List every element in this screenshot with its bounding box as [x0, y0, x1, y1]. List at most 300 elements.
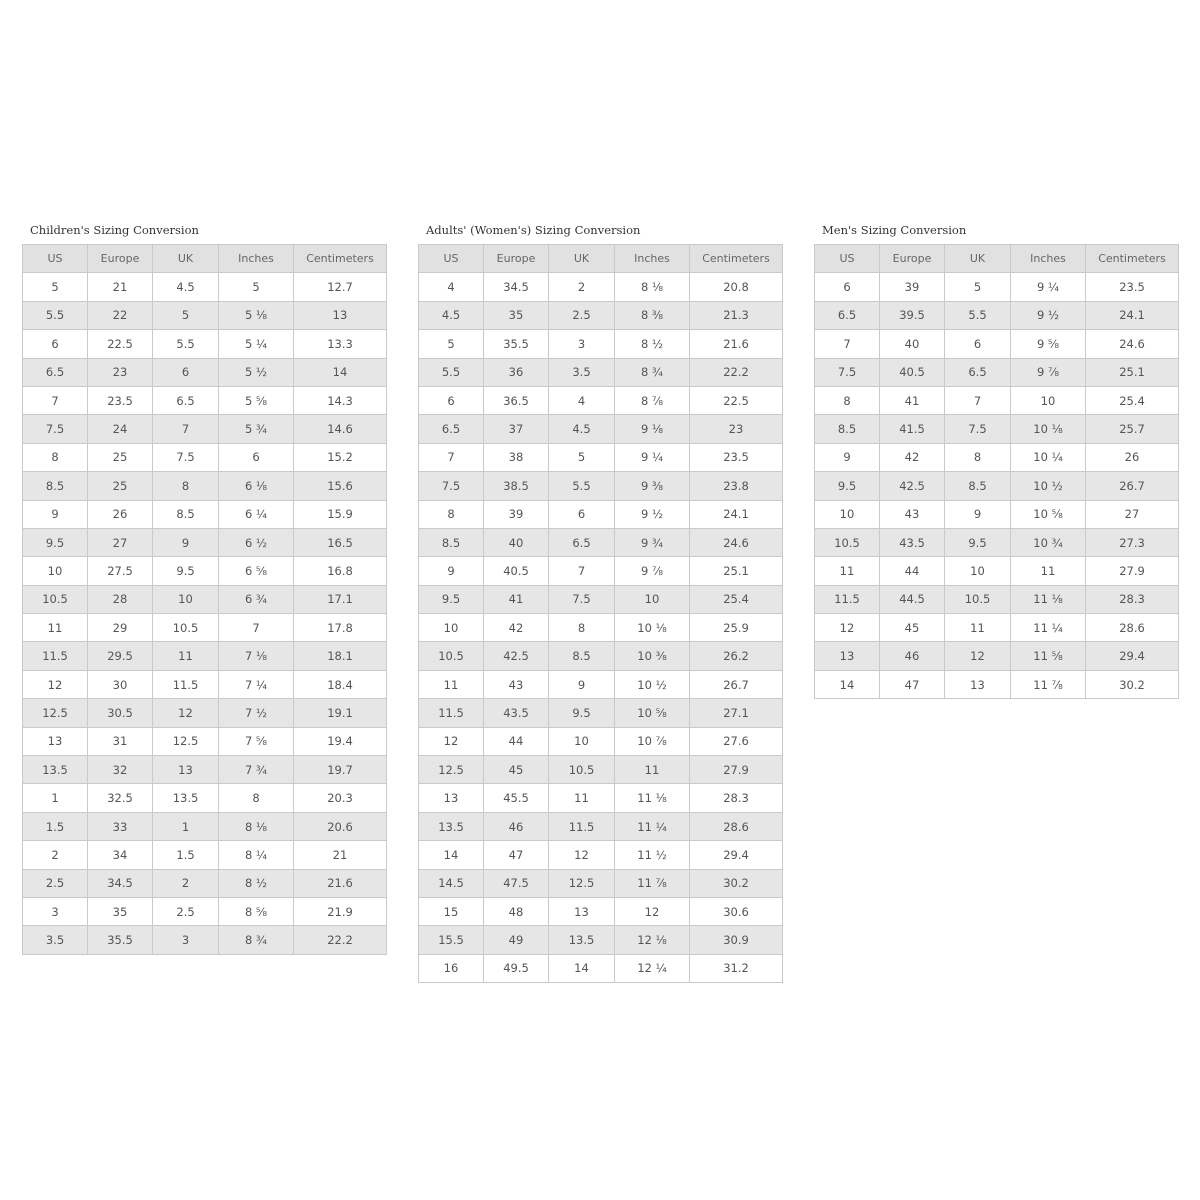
- europe-size-cell: 49: [484, 926, 549, 954]
- us-size-cell: 13.5: [23, 756, 88, 784]
- centimeters-cell: 27: [1086, 500, 1179, 528]
- europe-size-cell: 35: [88, 897, 153, 925]
- europe-size-cell: 41: [484, 585, 549, 613]
- header-row: [23, 245, 387, 273]
- us-size-cell: 16: [419, 954, 484, 982]
- uk-size-cell: 13.5: [549, 926, 615, 954]
- inches-cell: 9 ⅛: [615, 415, 690, 443]
- europe-size-cell: 48: [484, 897, 549, 925]
- europe-size-cell: 36: [484, 358, 549, 386]
- inches-cell: 7 ⅛: [219, 642, 294, 670]
- inches-cell: 9 ⅞: [1011, 358, 1086, 386]
- table-row: [815, 557, 1179, 585]
- uk-size-cell: 7: [945, 386, 1011, 414]
- europe-size-cell: 22: [88, 301, 153, 329]
- uk-size-cell: 10: [549, 727, 615, 755]
- uk-size-cell: 6.5: [549, 528, 615, 556]
- table-row: [815, 386, 1179, 414]
- us-size-cell: 2.5: [23, 869, 88, 897]
- table-row: [23, 443, 387, 471]
- uk-size-cell: 5: [945, 273, 1011, 301]
- us-size-cell: 13.5: [419, 812, 484, 840]
- inches-cell: 7 ⅝: [219, 727, 294, 755]
- europe-size-cell: 27: [88, 528, 153, 556]
- us-size-cell: 7: [23, 386, 88, 414]
- table-row: [419, 386, 783, 414]
- us-size-cell: 6: [419, 386, 484, 414]
- table-row: [23, 727, 387, 755]
- table-row: [23, 386, 387, 414]
- centimeters-cell: 25.1: [1086, 358, 1179, 386]
- sizing-grid: [814, 244, 1179, 699]
- centimeters-cell: 25.4: [1086, 386, 1179, 414]
- uk-size-cell: 14: [549, 954, 615, 982]
- centimeters-cell: 19.7: [294, 756, 387, 784]
- uk-size-cell: 13: [945, 670, 1011, 698]
- uk-size-cell: 10.5: [549, 756, 615, 784]
- centimeters-cell: 22.5: [690, 386, 783, 414]
- table-row: [419, 784, 783, 812]
- europe-size-cell: 43.5: [880, 528, 945, 556]
- table-row: [419, 528, 783, 556]
- europe-size-cell: 27.5: [88, 557, 153, 585]
- europe-size-cell: 43: [880, 500, 945, 528]
- europe-size-cell: 25: [88, 443, 153, 471]
- table-row: [419, 812, 783, 840]
- europe-size-cell: 31: [88, 727, 153, 755]
- us-size-cell: 4.5: [419, 301, 484, 329]
- centimeters-cell: 22.2: [690, 358, 783, 386]
- us-size-cell: 9.5: [23, 528, 88, 556]
- europe-size-cell: 39: [880, 273, 945, 301]
- table-row: [815, 528, 1179, 556]
- uk-size-cell: 11: [549, 784, 615, 812]
- europe-size-cell: 39: [484, 500, 549, 528]
- europe-size-cell: 47: [880, 670, 945, 698]
- table-row: [23, 699, 387, 727]
- table-row: [419, 585, 783, 613]
- europe-size-cell: 42.5: [484, 642, 549, 670]
- inches-cell: 10 ½: [615, 670, 690, 698]
- centimeters-cell: 21.9: [294, 897, 387, 925]
- europe-size-cell: 23.5: [88, 386, 153, 414]
- table-row: [815, 585, 1179, 613]
- uk-size-cell: 9.5: [945, 528, 1011, 556]
- table-row: [815, 500, 1179, 528]
- uk-size-cell: 9.5: [549, 699, 615, 727]
- us-size-cell: 3.5: [23, 926, 88, 954]
- centimeters-cell: 27.1: [690, 699, 783, 727]
- uk-size-cell: 2.5: [153, 897, 219, 925]
- table-row: [23, 301, 387, 329]
- inches-cell: 10 ⅝: [615, 699, 690, 727]
- centimeters-cell: 28.3: [690, 784, 783, 812]
- inches-cell: 10 ⅛: [1011, 415, 1086, 443]
- europe-size-cell: 45.5: [484, 784, 549, 812]
- uk-size-cell: 12.5: [153, 727, 219, 755]
- table-row: [23, 358, 387, 386]
- table-row: [23, 528, 387, 556]
- centimeters-cell: 13.3: [294, 330, 387, 358]
- uk-size-cell: 6.5: [945, 358, 1011, 386]
- centimeters-cell: 16.8: [294, 557, 387, 585]
- inches-cell: 11 ½: [615, 841, 690, 869]
- inches-cell: 9 ⅞: [615, 557, 690, 585]
- uk-size-cell: 5: [153, 301, 219, 329]
- europe-size-cell: 37: [484, 415, 549, 443]
- inches-cell: 10 ⅛: [615, 614, 690, 642]
- europe-size-cell: 24: [88, 415, 153, 443]
- europe-size-cell: 45: [880, 614, 945, 642]
- europe-size-cell: 42.5: [880, 472, 945, 500]
- uk-size-cell: 7.5: [153, 443, 219, 471]
- centimeters-cell: 16.5: [294, 528, 387, 556]
- inches-cell: 7 ¾: [219, 756, 294, 784]
- us-size-cell: 6: [815, 273, 880, 301]
- uk-size-cell: 8: [945, 443, 1011, 471]
- inches-cell: 11 ⅛: [615, 784, 690, 812]
- table-row: [419, 642, 783, 670]
- europe-size-cell: 32.5: [88, 784, 153, 812]
- centimeters-cell: 18.1: [294, 642, 387, 670]
- centimeters-cell: 25.7: [1086, 415, 1179, 443]
- europe-size-cell: 38.5: [484, 472, 549, 500]
- inches-cell: 5 ¾: [219, 415, 294, 443]
- us-size-cell: 8: [419, 500, 484, 528]
- table-row: [419, 897, 783, 925]
- europe-size-cell: 47.5: [484, 869, 549, 897]
- us-size-cell: 9: [419, 557, 484, 585]
- inches-cell: 10: [1011, 386, 1086, 414]
- column-header-inches: Inches: [219, 245, 294, 273]
- table-title: Men's Sizing Conversion: [822, 223, 967, 237]
- inches-cell: 9 ⅝: [1011, 330, 1086, 358]
- centimeters-cell: 27.6: [690, 727, 783, 755]
- table-row: [419, 614, 783, 642]
- centimeters-cell: 31.2: [690, 954, 783, 982]
- header-row: [419, 245, 783, 273]
- centimeters-cell: 26: [1086, 443, 1179, 471]
- table-row: [23, 472, 387, 500]
- uk-size-cell: 1: [153, 812, 219, 840]
- table-row: [23, 784, 387, 812]
- centimeters-cell: 25.4: [690, 585, 783, 613]
- centimeters-cell: 24.6: [1086, 330, 1179, 358]
- inches-cell: 8 ½: [219, 869, 294, 897]
- sizing-grid: [22, 244, 387, 955]
- inches-cell: 8 ⅛: [219, 812, 294, 840]
- europe-size-cell: 26: [88, 500, 153, 528]
- inches-cell: 8 ½: [615, 330, 690, 358]
- table-row: [23, 756, 387, 784]
- column-header-inches: Inches: [615, 245, 690, 273]
- centimeters-cell: 22.2: [294, 926, 387, 954]
- inches-cell: 10 ½: [1011, 472, 1086, 500]
- us-size-cell: 13: [815, 642, 880, 670]
- us-size-cell: 4: [419, 273, 484, 301]
- us-size-cell: 6.5: [23, 358, 88, 386]
- us-size-cell: 12: [815, 614, 880, 642]
- table-row: [419, 727, 783, 755]
- uk-size-cell: 12.5: [549, 869, 615, 897]
- table-row: [23, 585, 387, 613]
- us-size-cell: 9.5: [419, 585, 484, 613]
- uk-size-cell: 8.5: [153, 500, 219, 528]
- uk-size-cell: 10: [153, 585, 219, 613]
- uk-size-cell: 5.5: [945, 301, 1011, 329]
- centimeters-cell: 14.3: [294, 386, 387, 414]
- uk-size-cell: 5.5: [153, 330, 219, 358]
- uk-size-cell: 13.5: [153, 784, 219, 812]
- us-size-cell: 11.5: [23, 642, 88, 670]
- us-size-cell: 14.5: [419, 869, 484, 897]
- centimeters-cell: 25.9: [690, 614, 783, 642]
- centimeters-cell: 15.6: [294, 472, 387, 500]
- column-header-uk: UK: [549, 245, 615, 273]
- centimeters-cell: 13: [294, 301, 387, 329]
- inches-cell: 6 ½: [219, 528, 294, 556]
- uk-size-cell: 7: [549, 557, 615, 585]
- uk-size-cell: 7.5: [945, 415, 1011, 443]
- centimeters-cell: 14: [294, 358, 387, 386]
- uk-size-cell: 8: [153, 472, 219, 500]
- table-row: [23, 926, 387, 954]
- table-row: [23, 897, 387, 925]
- uk-size-cell: 13: [549, 897, 615, 925]
- table-row: [23, 273, 387, 301]
- us-size-cell: 13: [23, 727, 88, 755]
- inches-cell: 8: [219, 784, 294, 812]
- inches-cell: 10 ⅜: [615, 642, 690, 670]
- us-size-cell: 11: [419, 670, 484, 698]
- uk-size-cell: 8.5: [549, 642, 615, 670]
- table-row: [23, 869, 387, 897]
- us-size-cell: 15.5: [419, 926, 484, 954]
- us-size-cell: 7: [815, 330, 880, 358]
- europe-size-cell: 41: [880, 386, 945, 414]
- us-size-cell: 5.5: [419, 358, 484, 386]
- uk-size-cell: 11.5: [549, 812, 615, 840]
- table-row: [419, 699, 783, 727]
- inches-cell: 5 ⅛: [219, 301, 294, 329]
- europe-size-cell: 43.5: [484, 699, 549, 727]
- table-row: [419, 841, 783, 869]
- inches-cell: 5: [219, 273, 294, 301]
- us-size-cell: 10.5: [419, 642, 484, 670]
- centimeters-cell: 30.2: [1086, 670, 1179, 698]
- us-size-cell: 10.5: [23, 585, 88, 613]
- europe-size-cell: 35.5: [88, 926, 153, 954]
- centimeters-cell: 19.4: [294, 727, 387, 755]
- europe-size-cell: 46: [484, 812, 549, 840]
- column-header-us: US: [815, 245, 880, 273]
- centimeters-cell: 21.6: [690, 330, 783, 358]
- europe-size-cell: 35: [484, 301, 549, 329]
- table-row: [815, 415, 1179, 443]
- centimeters-cell: 19.1: [294, 699, 387, 727]
- centimeters-cell: 21.6: [294, 869, 387, 897]
- table-row: [419, 954, 783, 982]
- uk-size-cell: 3.5: [549, 358, 615, 386]
- table-row: [23, 642, 387, 670]
- inches-cell: 8 ⅞: [615, 386, 690, 414]
- europe-size-cell: 43: [484, 670, 549, 698]
- europe-size-cell: 29.5: [88, 642, 153, 670]
- table-row: [419, 301, 783, 329]
- uk-size-cell: 12: [549, 841, 615, 869]
- uk-size-cell: 12: [945, 642, 1011, 670]
- centimeters-cell: 30.9: [690, 926, 783, 954]
- uk-size-cell: 9: [153, 528, 219, 556]
- table-row: [23, 614, 387, 642]
- us-size-cell: 1.5: [23, 812, 88, 840]
- table-row: [419, 415, 783, 443]
- europe-size-cell: 25: [88, 472, 153, 500]
- us-size-cell: 6.5: [815, 301, 880, 329]
- europe-size-cell: 44.5: [880, 585, 945, 613]
- table-title: Adults' (Women's) Sizing Conversion: [426, 223, 641, 237]
- europe-size-cell: 22.5: [88, 330, 153, 358]
- table-row: [815, 443, 1179, 471]
- table-row: [419, 358, 783, 386]
- us-size-cell: 12.5: [23, 699, 88, 727]
- inches-cell: 11: [615, 756, 690, 784]
- europe-size-cell: 39.5: [880, 301, 945, 329]
- inches-cell: 9 ¼: [615, 443, 690, 471]
- us-size-cell: 7.5: [419, 472, 484, 500]
- centimeters-cell: 23.5: [690, 443, 783, 471]
- inches-cell: 7 ½: [219, 699, 294, 727]
- column-header-centimeters: Centimeters: [294, 245, 387, 273]
- us-size-cell: 1: [23, 784, 88, 812]
- europe-size-cell: 47: [484, 841, 549, 869]
- inches-cell: 10 ⅞: [615, 727, 690, 755]
- europe-size-cell: 45: [484, 756, 549, 784]
- sizing-grid: [418, 244, 783, 983]
- us-size-cell: 5.5: [23, 301, 88, 329]
- inches-cell: 12 ⅛: [615, 926, 690, 954]
- inches-cell: 11 ⅞: [1011, 670, 1086, 698]
- centimeters-cell: 28.6: [690, 812, 783, 840]
- us-size-cell: 5: [419, 330, 484, 358]
- uk-size-cell: 6: [945, 330, 1011, 358]
- us-size-cell: 12: [23, 670, 88, 698]
- us-size-cell: 11.5: [419, 699, 484, 727]
- column-header-europe: Europe: [88, 245, 153, 273]
- centimeters-cell: 24.1: [690, 500, 783, 528]
- uk-size-cell: 8.5: [945, 472, 1011, 500]
- europe-size-cell: 40: [880, 330, 945, 358]
- uk-size-cell: 10.5: [153, 614, 219, 642]
- inches-cell: 9 ¾: [615, 528, 690, 556]
- europe-size-cell: 28: [88, 585, 153, 613]
- us-size-cell: 10: [419, 614, 484, 642]
- inches-cell: 10 ⅝: [1011, 500, 1086, 528]
- europe-size-cell: 44: [880, 557, 945, 585]
- inches-cell: 11 ⅛: [1011, 585, 1086, 613]
- inches-cell: 6 ¾: [219, 585, 294, 613]
- column-header-europe: Europe: [880, 245, 945, 273]
- uk-size-cell: 12: [153, 699, 219, 727]
- column-header-centimeters: Centimeters: [690, 245, 783, 273]
- europe-size-cell: 21: [88, 273, 153, 301]
- inches-cell: 11 ¼: [1011, 614, 1086, 642]
- europe-size-cell: 32: [88, 756, 153, 784]
- table-row: [23, 415, 387, 443]
- inches-cell: 5 ⅝: [219, 386, 294, 414]
- europe-size-cell: 33: [88, 812, 153, 840]
- us-size-cell: 12.5: [419, 756, 484, 784]
- us-size-cell: 6: [23, 330, 88, 358]
- uk-size-cell: 2: [153, 869, 219, 897]
- us-size-cell: 10: [23, 557, 88, 585]
- europe-size-cell: 23: [88, 358, 153, 386]
- header-row: [815, 245, 1179, 273]
- europe-size-cell: 49.5: [484, 954, 549, 982]
- uk-size-cell: 8: [549, 614, 615, 642]
- us-size-cell: 11: [23, 614, 88, 642]
- us-size-cell: 12: [419, 727, 484, 755]
- inches-cell: 12 ¼: [615, 954, 690, 982]
- table-row: [815, 472, 1179, 500]
- inches-cell: 6 ⅝: [219, 557, 294, 585]
- europe-size-cell: 44: [484, 727, 549, 755]
- centimeters-cell: 15.2: [294, 443, 387, 471]
- inches-cell: 11 ¼: [615, 812, 690, 840]
- centimeters-cell: 27.9: [1086, 557, 1179, 585]
- centimeters-cell: 23.8: [690, 472, 783, 500]
- inches-cell: 9 ⅜: [615, 472, 690, 500]
- centimeters-cell: 14.6: [294, 415, 387, 443]
- centimeters-cell: 20.3: [294, 784, 387, 812]
- centimeters-cell: 17.1: [294, 585, 387, 613]
- uk-size-cell: 5.5: [549, 472, 615, 500]
- centimeters-cell: 26.7: [1086, 472, 1179, 500]
- centimeters-cell: 24.1: [1086, 301, 1179, 329]
- column-header-centimeters: Centimeters: [1086, 245, 1179, 273]
- inches-cell: 6 ¼: [219, 500, 294, 528]
- inches-cell: 12: [615, 897, 690, 925]
- inches-cell: 9 ¼: [1011, 273, 1086, 301]
- centimeters-cell: 30.6: [690, 897, 783, 925]
- inches-cell: 8 ¾: [219, 926, 294, 954]
- europe-size-cell: 34.5: [88, 869, 153, 897]
- table-row: [419, 472, 783, 500]
- us-size-cell: 11: [815, 557, 880, 585]
- us-size-cell: 9: [815, 443, 880, 471]
- us-size-cell: 15: [419, 897, 484, 925]
- table-row: [419, 756, 783, 784]
- inches-cell: 9 ½: [1011, 301, 1086, 329]
- centimeters-cell: 20.8: [690, 273, 783, 301]
- europe-size-cell: 46: [880, 642, 945, 670]
- uk-size-cell: 9: [945, 500, 1011, 528]
- column-header-inches: Inches: [1011, 245, 1086, 273]
- uk-size-cell: 13: [153, 756, 219, 784]
- europe-size-cell: 29: [88, 614, 153, 642]
- inches-cell: 5 ¼: [219, 330, 294, 358]
- table-row: [23, 500, 387, 528]
- us-size-cell: 8.5: [419, 528, 484, 556]
- centimeters-cell: 27.3: [1086, 528, 1179, 556]
- us-size-cell: 11.5: [815, 585, 880, 613]
- column-header-uk: UK: [153, 245, 219, 273]
- table-row: [419, 500, 783, 528]
- inches-cell: 11 ⅝: [1011, 642, 1086, 670]
- inches-cell: 8 ⅛: [615, 273, 690, 301]
- mens-sizing-table: [814, 222, 1179, 699]
- centimeters-cell: 12.7: [294, 273, 387, 301]
